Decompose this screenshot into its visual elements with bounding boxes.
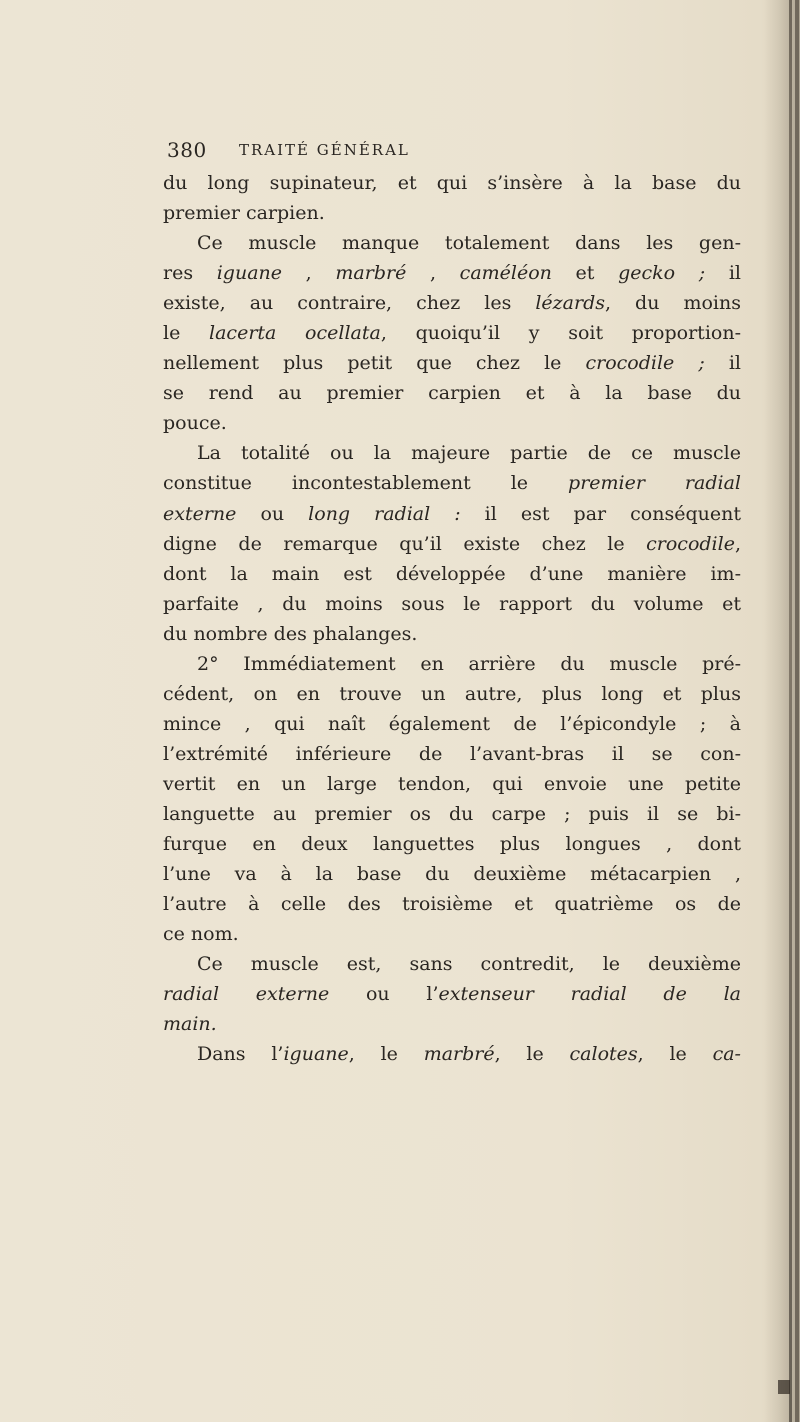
text-run: Ce muscle manque totalement dans les gen-	[197, 232, 741, 255]
text-run: ,	[734, 532, 741, 555]
text-run: cédent, on en trouve un autre, plus long et plus	[163, 682, 741, 705]
text-line	[163, 529, 741, 559]
text-run: Ce muscle est, sans contredit, le deuxième	[197, 953, 741, 976]
text-line	[163, 619, 741, 649]
text-line	[163, 589, 741, 619]
text-run: l’extrémité inférieure de l’avant-bras il se con-	[163, 742, 741, 765]
italic-term: lacerta ocellata	[209, 322, 381, 345]
text-line	[163, 709, 741, 739]
text-run: l’	[271, 1043, 284, 1066]
text-line	[163, 318, 741, 348]
text-run: il est par conséquent	[460, 502, 741, 525]
text-run: pouce.	[163, 412, 227, 435]
text-run: dont la main est développée d’une manière im-	[163, 562, 741, 585]
text-run: , le	[348, 1043, 424, 1066]
text-line	[163, 679, 741, 709]
text-line	[163, 198, 741, 228]
text-run: , le	[494, 1043, 570, 1066]
italic-term: externe	[163, 502, 237, 525]
text-run: l’autre à celle des troisième et quatrième os de	[163, 893, 741, 916]
text-line	[163, 168, 741, 198]
text-run: constitue incontestablement le	[163, 472, 569, 495]
text-run: languette au premier os du carpe ; puis il se bi-	[163, 802, 741, 825]
italic-term: ca-	[712, 1043, 741, 1066]
text-line	[163, 228, 741, 258]
italic-term: calotes	[569, 1043, 638, 1066]
text-run: ou	[236, 502, 309, 525]
text-line	[163, 468, 741, 498]
italic-term: marbré	[423, 1043, 495, 1066]
italic-term: long radial :	[308, 502, 461, 525]
text-line	[163, 919, 741, 949]
text-line	[163, 889, 741, 919]
text-run: se rend au premier carpien et à la base du	[163, 382, 741, 405]
italic-term: iguane	[216, 262, 283, 285]
text-run: 2° Immédiatement en arrière du muscle pré-	[197, 652, 741, 675]
text-line	[163, 979, 741, 1009]
text-run: existe, au contraire, chez les	[163, 292, 536, 315]
text-run: parfaite , du moins sous le rapport du volume et	[163, 592, 741, 615]
text-run: res	[163, 262, 217, 285]
text-run: digne de remarque qu’il existe chez le	[163, 532, 647, 555]
italic-term: caméléon	[459, 262, 552, 285]
text-line	[163, 378, 741, 408]
text-line	[163, 348, 741, 378]
text-run: ,	[406, 262, 460, 285]
page-outer-edge	[795, 0, 799, 1422]
text-line	[163, 438, 741, 468]
edge-mark	[778, 1380, 790, 1394]
text-run: nellement plus petit que chez le	[163, 352, 586, 375]
text-run: l’	[426, 983, 439, 1006]
text-line	[163, 829, 741, 859]
text-run: ,	[282, 262, 336, 285]
text-run: , quoiqu’il y soit proportion-	[380, 322, 741, 345]
text-run: , le	[637, 1043, 713, 1066]
italic-term: lézards	[535, 292, 605, 315]
italic-term: marbré	[335, 262, 407, 285]
running-title: TRAITÉ GÉNÉRAL	[239, 141, 410, 159]
italic-term: crocodile ;	[585, 352, 705, 375]
text-line	[163, 1009, 741, 1039]
text-run: vertit en un large tendon, qui envoie une petite	[163, 772, 741, 795]
text-run: il	[705, 262, 741, 285]
text-run: La totalité ou la majeure partie de ce muscle	[197, 442, 741, 465]
italic-term: gecko ;	[618, 262, 706, 285]
text-line	[163, 769, 741, 799]
text-run: furque en deux languettes plus longues , dont	[163, 833, 741, 856]
text-run: l’une va à la base du deuxième métacarpien ,	[163, 863, 741, 886]
page-header	[167, 138, 767, 168]
italic-term: radial externe	[163, 983, 330, 1006]
text-line	[163, 499, 741, 529]
text-run: ou	[329, 983, 427, 1006]
text-line	[163, 408, 741, 438]
text-line	[163, 258, 741, 288]
text-line	[163, 1039, 741, 1069]
text-line	[163, 859, 741, 889]
text-line	[163, 949, 741, 979]
page-number: 380	[167, 138, 207, 162]
text-run: Dans	[197, 1043, 272, 1066]
text-run: il	[704, 352, 742, 375]
text-run: , du moins	[605, 292, 741, 315]
text-run: du long supinateur, et qui s’insère à la base du	[163, 172, 741, 194]
text-line	[163, 559, 741, 589]
text-run: ce nom.	[163, 923, 239, 946]
text-line	[163, 799, 741, 829]
text-line	[163, 288, 741, 318]
italic-term: main.	[163, 1013, 217, 1036]
text-line	[163, 739, 741, 769]
text-run: mince , qui naît également de l’épicondyle ; à	[163, 712, 741, 735]
text-run: du nombre des phalanges.	[163, 622, 418, 645]
text-run: le	[163, 322, 210, 345]
body-text	[163, 168, 741, 1069]
italic-term: iguane	[283, 1043, 349, 1066]
text-run: premier carpien.	[163, 202, 325, 225]
italic-term: extenseur radial de la	[438, 983, 741, 1006]
text-run: et	[551, 262, 619, 285]
italic-term: crocodile	[646, 532, 735, 555]
page-edge-line	[789, 0, 792, 1422]
italic-term: premier radial	[568, 472, 741, 495]
text-line	[163, 649, 741, 679]
